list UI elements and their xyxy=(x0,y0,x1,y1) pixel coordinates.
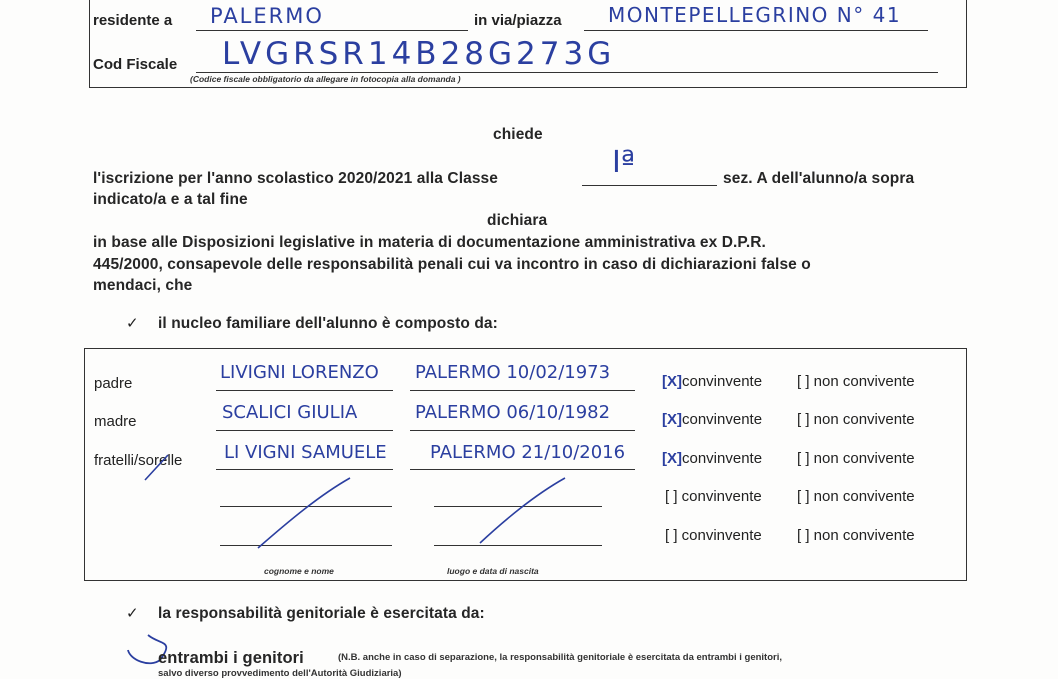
dichiara-heading: dichiara xyxy=(487,212,548,229)
role-padre: padre xyxy=(94,375,133,392)
empty-nonconvivente-option-2[interactable]: [ ] non convivente xyxy=(797,527,915,544)
responsibility-check-icon: ✓ xyxy=(126,605,139,622)
col1-caption: cognome e nome xyxy=(264,566,334,576)
residente-label: residente a xyxy=(93,12,173,29)
cf-note: (Codice fiscale obbligatorio da allegare in fotocopia alla domanda ) xyxy=(190,74,461,84)
indicato-text: indicato/a e a tal fine xyxy=(93,191,248,208)
family-check-icon: ✓ xyxy=(126,315,139,332)
checkbox-checked-icon: [X] xyxy=(662,450,682,467)
madre-birth-value: PALERMO 06/10/1982 xyxy=(415,402,611,423)
declaration-line-3: mendaci, che xyxy=(93,277,193,294)
via-label: in via/piazza xyxy=(474,12,562,29)
via-value: MONTEPELLEGRINO N° 41 xyxy=(608,3,902,27)
checkbox-checked-icon: [X] xyxy=(662,373,682,390)
responsibility-note-2: salvo diverso provvedimento dell'Autorità Giudiziaria) xyxy=(158,668,402,679)
fratello-nonconvivente-option[interactable]: [ ] non convivente xyxy=(797,450,915,467)
padre-convivente-label: convinvente xyxy=(682,373,763,390)
family-heading: il nucleo familiare dell'alunno è composto da: xyxy=(158,315,498,332)
fratello-birth-value: PALERMO 21/10/2016 xyxy=(430,442,626,463)
empty-nonconvivente-option-1[interactable]: [ ] non convivente xyxy=(797,488,915,505)
chiede-heading: chiede xyxy=(493,126,543,143)
col2-caption: luogo e data di nascita xyxy=(447,566,539,576)
residente-value: PALERMO xyxy=(210,4,324,28)
declaration-line-1: in base alle Disposizioni legislative in materia di documentazione amministrativa ex D.P.R. xyxy=(93,234,766,251)
madre-convivente-label: convinvente xyxy=(682,411,763,428)
responsibility-note: (N.B. anche in caso di separazione, la responsabilità genitoriale è esercitata da entrambi i genitori, xyxy=(338,652,782,663)
padre-nonconvivente-option[interactable]: [ ] non convivente xyxy=(797,373,915,390)
empty-convivente-option-2[interactable]: [ ] convinvente xyxy=(665,527,762,544)
empty-convivente-option-1[interactable]: [ ] convinvente xyxy=(665,488,762,505)
classe-value: Iª xyxy=(612,145,635,180)
padre-name-value: LIVIGNI LORENZO xyxy=(220,362,379,383)
sezione-text: sez. A dell'alunno/a sopra xyxy=(723,170,915,187)
entrambi-option[interactable]: entrambi i genitori xyxy=(158,649,304,667)
role-madre: madre xyxy=(94,413,137,430)
fratello-name-value: LI VIGNI SAMUELE xyxy=(224,442,387,463)
cf-label: Cod Fiscale xyxy=(93,56,178,73)
cf-value: LVGRSR14B28G273G xyxy=(222,36,616,72)
padre-birth-value: PALERMO 10/02/1973 xyxy=(415,362,611,383)
madre-nonconvivente-option[interactable]: [ ] non convivente xyxy=(797,411,915,428)
iscrizione-text: l'iscrizione per l'anno scolastico 2020/2021 alla Classe xyxy=(93,170,498,187)
declaration-line-2: 445/2000, consapevole delle responsabilità penali cui va incontro in caso di dichiarazioni false o xyxy=(93,256,811,273)
responsibility-heading: la responsabilità genitoriale è esercitata da: xyxy=(158,605,485,622)
checkbox-checked-icon: [X] xyxy=(662,411,682,428)
fratello-convivente-label: convinvente xyxy=(682,450,763,467)
madre-name-value: SCALICI GIULIA xyxy=(222,402,358,423)
role-fratelli-sorelle: fratelli/sorelle xyxy=(94,452,183,469)
